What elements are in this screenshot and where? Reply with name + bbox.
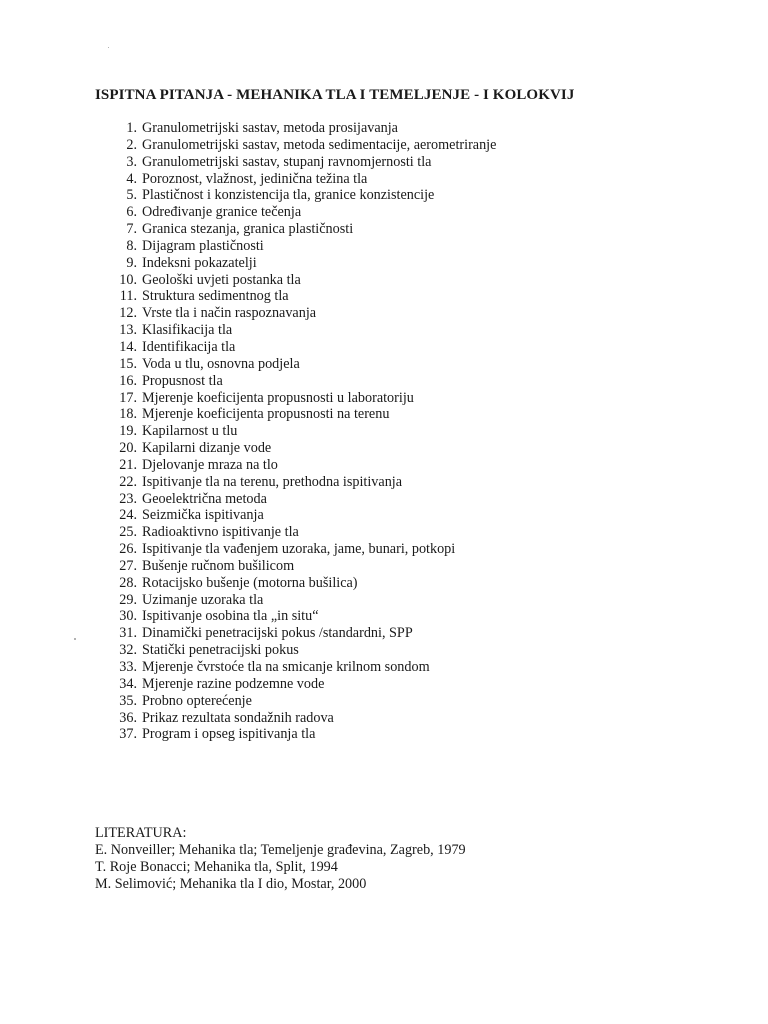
question-number: 34.: [119, 675, 137, 692]
question-item: [104, 305, 496, 322]
question-item: [104, 339, 496, 356]
question-text: Mjerenje koeficijenta propusnosti na terenu: [142, 406, 390, 423]
question-text: Granulometrijski sastav, stupanj ravnomjernosti tla: [142, 153, 432, 170]
question-item: [104, 390, 496, 407]
question-number: 16.: [119, 372, 137, 389]
question-number: 3.: [126, 153, 137, 170]
question-item: [104, 272, 496, 289]
literature-section: [95, 825, 466, 893]
question-text: Rotacijsko bušenje (motorna bušilica): [142, 574, 358, 591]
question-text: Djelovanje mraza na tlo: [142, 456, 278, 473]
question-number: 22.: [119, 473, 137, 490]
scan-speck: [74, 638, 76, 640]
question-list: [104, 120, 496, 743]
question-text: Indeksni pokazatelji: [142, 254, 257, 271]
question-number: 32.: [119, 642, 137, 659]
question-number: 15.: [119, 355, 137, 372]
page-title: ISPITNA PITANJA - MEHANIKA TLA I TEMELJENJE - I KOLOKVIJ: [95, 87, 575, 103]
question-text: Ispitivanje tla na terenu, prethodna ispitivanja: [142, 473, 403, 490]
question-item: [104, 238, 496, 255]
question-number: 11.: [119, 288, 137, 305]
question-number: 12.: [119, 305, 137, 322]
question-item: [104, 171, 496, 188]
question-item: [104, 187, 496, 204]
question-item: [104, 491, 496, 508]
question-number: 1.: [126, 120, 137, 136]
question-number: 21.: [119, 456, 137, 473]
question-number: 5.: [126, 187, 137, 204]
question-item: [104, 204, 496, 221]
question-number: 6.: [126, 204, 137, 221]
question-text: Granica stezanja, granica plastičnosti: [142, 221, 354, 238]
question-number: 4.: [126, 170, 137, 187]
question-text: Kapilarnost u tlu: [142, 423, 238, 440]
question-text: Propusnost tla: [142, 372, 223, 389]
question-text: Struktura sedimentnog tla: [142, 288, 289, 305]
question-text: Plastičnost i konzistencija tla, granice konzistencije: [142, 187, 435, 204]
question-text: Bušenje ručnom bušilicom: [142, 557, 295, 574]
question-number: 10.: [119, 271, 137, 288]
question-text: Granulometrijski sastav, metoda prosijavanja: [142, 120, 398, 136]
question-number: 23.: [119, 490, 137, 507]
question-text: Program i opseg ispitivanja tla: [142, 726, 316, 743]
question-number: 36.: [119, 709, 137, 726]
question-item: [104, 676, 496, 693]
literature-item: M. Selimović; Mehanika tla I dio, Mostar, 2000: [95, 876, 367, 892]
question-text: Kapilarni dizanje vode: [142, 440, 272, 457]
question-text: Vrste tla i način raspoznavanja: [142, 305, 317, 322]
question-text: Geoelektrična metoda: [142, 490, 267, 507]
literature-item: E. Nonveiller; Mehanika tla; Temeljenje građevina, Zagreb, 1979: [95, 842, 466, 858]
question-item: [104, 524, 496, 541]
question-text: Mjerenje razine podzemne vode: [142, 675, 325, 692]
question-text: Klasifikacija tla: [142, 322, 233, 339]
question-number: 31.: [119, 625, 137, 642]
question-item: [104, 592, 496, 609]
question-item: [104, 373, 496, 390]
question-number: 33.: [119, 659, 137, 675]
question-item: [104, 541, 496, 558]
question-text: Identifikacija tla: [142, 338, 236, 355]
question-item: [104, 558, 496, 575]
question-text: Probno opterećenje: [142, 692, 252, 709]
question-item: [104, 406, 496, 423]
question-number: 7.: [126, 221, 137, 238]
question-item: [104, 288, 496, 305]
question-item: [104, 423, 496, 440]
question-text: Seizmička ispitivanja: [142, 507, 264, 524]
question-item: [104, 659, 496, 676]
literature-item: T. Roje Bonacci; Mehanika tla, Split, 1994: [95, 859, 338, 875]
question-text: Određivanje granice tečenja: [142, 204, 302, 221]
question-item: [104, 137, 496, 154]
question-number: 30.: [119, 608, 137, 625]
question-text: Ispitivanje tla vađenjem uzoraka, jame, bunari, potkopi: [142, 541, 456, 558]
scan-speck: [108, 47, 109, 48]
question-number: 13.: [119, 322, 137, 339]
question-number: 25.: [119, 524, 137, 541]
question-text: Radioaktivno ispitivanje tla: [142, 524, 299, 541]
question-item: [104, 575, 496, 592]
question-text: Granulometrijski sastav, metoda sedimentacije, aerometriranje: [142, 136, 497, 153]
question-text: Mjerenje koeficijenta propusnosti u laboratoriju: [142, 389, 414, 406]
question-number: 28.: [119, 574, 137, 591]
question-text: Uzimanje uzoraka tla: [142, 591, 264, 608]
question-number: 14.: [119, 338, 137, 355]
question-item: [104, 255, 496, 272]
question-item: [104, 120, 496, 137]
question-item: [104, 474, 496, 491]
question-text: Ispitivanje osobina tla „in situ“: [142, 608, 319, 625]
question-text: Geološki uvjeti postanka tla: [142, 271, 301, 288]
question-item: [104, 322, 496, 339]
question-text: Poroznost, vlažnost, jedinična težina tla: [142, 170, 368, 187]
question-item: [104, 154, 496, 171]
question-number: 20.: [119, 440, 137, 457]
question-item: [104, 440, 496, 457]
question-number: 29.: [119, 591, 137, 608]
question-number: 35.: [119, 692, 137, 709]
question-number: 19.: [119, 423, 137, 440]
question-item: [104, 507, 496, 524]
question-number: 37.: [119, 726, 137, 743]
question-text: Statički penetracijski pokus: [142, 642, 299, 659]
literature-heading: LITERATURA:: [95, 825, 187, 841]
question-text: Dijagram plastičnosti: [142, 237, 264, 254]
question-item: [104, 642, 496, 659]
question-text: Mjerenje čvrstoće tla na smicanje krilnom sondom: [142, 659, 430, 675]
question-text: Dinamički penetracijski pokus /standardni, SPP: [142, 625, 413, 642]
question-text: Voda u tlu, osnovna podjela: [142, 355, 300, 372]
question-number: 27.: [119, 557, 137, 574]
question-number: 26.: [119, 541, 137, 558]
question-item: [104, 356, 496, 373]
question-number: 17.: [119, 389, 137, 406]
question-number: 2.: [126, 136, 137, 153]
question-number: 18.: [119, 406, 137, 423]
question-number: 8.: [126, 237, 137, 254]
question-item: [104, 221, 496, 238]
question-item: [104, 625, 496, 642]
question-text: Prikaz rezultata sondažnih radova: [142, 709, 334, 726]
question-item: [104, 726, 496, 743]
question-number: 24.: [119, 507, 137, 524]
question-item: [104, 457, 496, 474]
question-item: [104, 608, 496, 625]
question-item: [104, 710, 496, 727]
question-number: 9.: [126, 254, 137, 271]
question-item: [104, 693, 496, 710]
